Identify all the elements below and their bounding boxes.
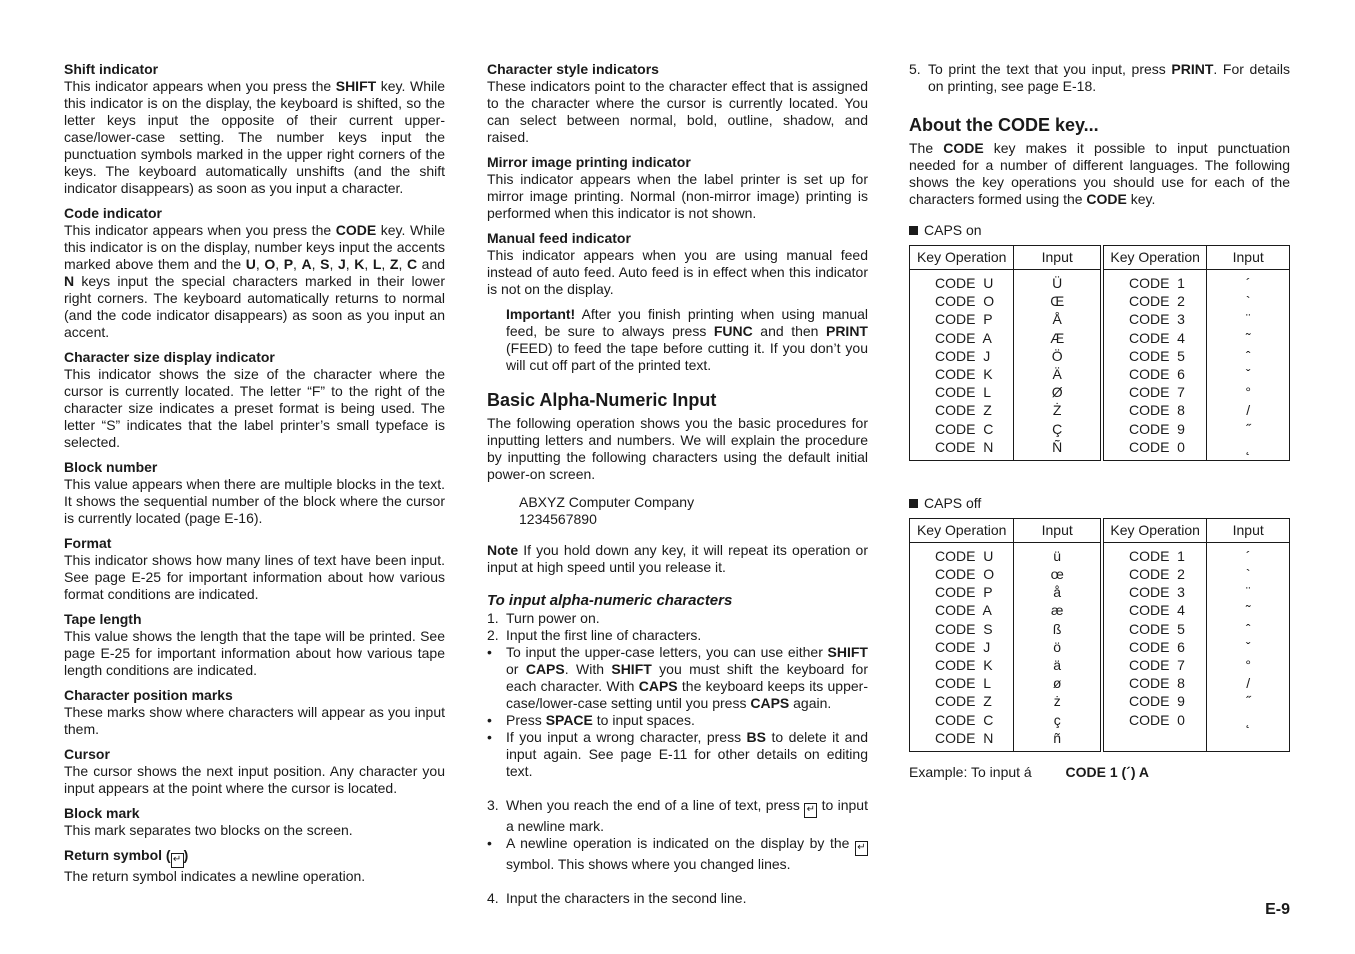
indicator-section [64,805,445,839]
input-char: ˛ [1245,438,1251,455]
caps-on-label: CAPS on [909,222,1290,239]
example-line [909,764,1290,781]
input-char: ä [1053,657,1062,673]
input-char: ö [1053,638,1062,655]
input-char: ż [1053,693,1061,710]
key-operation: CODE 1 [1128,275,1185,291]
basic-input-heading: Basic Alpha-Numeric Input [487,390,717,410]
input-char: ˝ [1245,693,1251,710]
key-operation: CODE Z [935,402,992,419]
key-operation: CODE 4 [1128,329,1185,346]
example-line-2: 1234567890 [519,511,597,527]
key-operation: CODE 1 [1128,547,1185,564]
caps-off-table [909,518,1290,752]
input-char: ´ [1245,547,1251,564]
input-char: ´ [1245,275,1251,291]
input-char: ˜ [1245,602,1251,619]
list-item [487,797,868,835]
list-marker: 5. [909,61,921,77]
code-table [909,245,1290,461]
list-marker: 3. [487,797,499,813]
key-operation: CODE U [935,275,994,291]
key-operation: CODE 3 [1128,584,1185,601]
section-text: This indicator appears when you press the SHIFT key. While this indicator is on the display, the keyboard is shifted, so the letter keys input the opposite of their current upper-case/lower-case setting. The number keys input the punctuation symbols marked in the upper right corners of the keys. The keyboard automatically unshifts (and the shift indicator disappears) as soon as you input a character. [64,78,445,196]
caps-off-label: CAPS off [909,495,1290,512]
list-marker: 4. [487,890,499,906]
list-text: Turn power on. [506,610,600,626]
code-key-text: The CODE key makes it possible to input punctuation needed for a number of different languages. The following shows the key operations you should use for each of the characters formed using the CODE key. [909,140,1290,207]
example-line-1: ABXYZ Computer Company [519,494,695,510]
section-heading: Block mark [64,805,140,821]
basic-input-text: The following operation shows you the basic procedures for inputting letters and numbers. We will explain the procedure by inputting the following characters using the default initial power-on screen. [487,415,868,482]
input-char: / [1246,675,1251,692]
input-char: ˛ [1245,711,1251,728]
input-char: ç [1053,711,1061,728]
key-operation: CODE 8 [1128,675,1185,692]
list-item [487,835,868,873]
list-text: To input the upper-case letters, you can use either SHIFT or CAPS. With SHIFT you must shift the keyboard for each character. With CAPS the keyboard keeps its upper-case/lower-case setting until you press CAPS again. [506,644,868,711]
list-text: A newline operation is indicated on the display by the ↵ symbol. This shows where you changed lines. [506,835,868,873]
key-operation: CODE S [935,620,993,637]
key-operation: CODE 2 [1128,566,1185,583]
input-char: ø [1052,675,1062,692]
code-table [909,518,1290,752]
table-header: Input [1207,518,1290,542]
input-char: Ö [1051,347,1063,364]
key-operation: CODE A [935,602,992,619]
indicator-section [64,205,445,341]
section-heading: Tape length [64,611,142,627]
indicator-section [487,154,868,222]
indicator-section [64,847,445,885]
key-operation: CODE K [935,365,993,382]
table-header: Key Operation [910,246,1014,270]
example-keys: CODE 1 (´) A [1065,763,1149,780]
key-operation: CODE Z [935,693,992,710]
section-text: This indicator shows the size of the character where the cursor is currently located. The letter “F” to the right of the character size indicates a preset format is being used. The letter “S” indicates that the label printer’s small typeface is selected. [64,366,445,450]
list-marker: • [487,644,492,660]
key-operation: CODE J [935,638,991,655]
table-header: Key Operation [1102,518,1207,542]
table-header: Input [1014,246,1102,270]
table-header: Key Operation [1102,246,1207,270]
key-operation: CODE O [935,293,995,310]
key-operation: CODE N [935,729,994,746]
list-text: Press SPACE to input spaces. [506,712,695,728]
section-text: The return symbol indicates a newline operation. [64,868,366,884]
key-operation: CODE A [935,329,992,346]
input-char: / [1246,402,1251,419]
table-header: Input [1014,518,1102,542]
section-text: These marks show where characters will appear as you input them. [64,704,445,737]
key-operation: CODE C [935,420,994,437]
table-header: Key Operation [910,518,1014,542]
list-marker: • [487,729,492,745]
section-text: This indicator appears when the label printer is set up for mirror image printing. Normal (non-mirror image) printing is performed when this indicator is not shown. [487,171,868,221]
section-heading: Character position marks [64,687,233,703]
indicator-section [64,61,445,197]
input-char: ° [1245,384,1251,401]
key-operation: CODE 2 [1128,293,1185,310]
input-char: Æ [1050,329,1065,346]
key-operation: CODE 7 [1128,657,1185,673]
indicator-section [64,535,445,603]
key-operation: CODE 8 [1128,402,1185,419]
indicator-section [64,349,445,451]
section-text: This indicator shows how many lines of text have been input. See page E-25 for important information about how various format conditions are indicated. [64,552,445,602]
section-heading: Mirror image printing indicator [487,154,691,170]
input-char: ` [1245,293,1251,310]
example-label: Example: To input á [909,763,1032,780]
section-text: This value appears when there are multiple blocks in the text. It shows the sequential number of the block where the cursor is currently located (page E-16). [64,476,445,526]
key-operation: CODE N [935,438,994,455]
input-char: Ø [1051,384,1063,401]
key-operation: CODE 3 [1128,311,1185,328]
list-marker: • [487,712,492,728]
section-text: This indicator appears when you press the CODE key. While this indicator is on the display, number keys input the accents marked above them and the U, O, P, A, S, J, K, L, Z, C and N keys input the special characters marked in their lower right corners. The keyboard automatically returns to normal (and the code indicator disappears) as soon as you input an accent. [64,222,446,340]
list-item [487,729,868,780]
key-operation: CODE 7 [1128,384,1185,401]
key-operation: CODE 6 [1128,638,1185,655]
list-item [487,610,868,627]
key-operation: CODE L [935,675,992,692]
note-text: Note If you hold down any key, it will repeat its operation or input at high speed until you release it. [487,542,868,575]
key-operation: CODE C [935,711,994,728]
input-char: ˇ [1245,365,1251,382]
steps-list [487,610,868,907]
input-char: æ [1050,602,1064,619]
input-char: Ä [1052,365,1062,382]
square-bullet-icon [909,499,918,508]
input-char: ˜ [1245,329,1251,346]
section-text: The cursor shows the next input position. Any character you input appears at the point where the cursor is located. [64,763,445,796]
key-operation: CODE 5 [1128,347,1185,364]
page-number: E-9 [1265,901,1290,918]
key-operation: CODE 0 [1128,438,1185,455]
input-char: ü [1053,547,1062,564]
list-text: If you input a wrong character, press BS to delete it and input again. See page E-11 for other details on editing text. [506,729,868,779]
key-operation: CODE J [935,347,991,364]
square-bullet-icon [909,226,918,235]
input-char: Ñ [1052,438,1063,455]
key-operation: CODE 0 [1128,711,1185,728]
section-heading: Character size display indicator [64,349,275,365]
key-operation: CODE K [935,657,993,673]
section-text: This indicator appears when you are using manual feed instead of auto feed. Auto feed is in effect when this indicator is not on the display. [487,247,868,297]
input-char: Œ [1050,293,1065,310]
list-item [487,627,868,644]
input-char: Ü [1052,275,1063,291]
section-heading: Return symbol ( ↵ ) [64,847,445,868]
right-column [909,61,1290,781]
example-text [487,494,868,528]
indicator-section [64,611,445,679]
indicator-section [487,61,868,146]
list-item [487,644,868,712]
input-char: ß [1052,620,1062,637]
key-operation: CODE 9 [1128,420,1185,437]
list-text: When you reach the end of a line of text, press ↵ to input a newline mark. [506,797,868,834]
important-note: Important! After you finish printing when using manual feed, be sure to always press FUNC and then PRINT (FEED) to feed the tape before cutting it. If you don’t you will cut off part of the printed text. [506,306,868,373]
input-char: œ [1050,566,1064,583]
input-char: Ç [1052,420,1063,437]
section-heading: Block number [64,459,158,475]
input-char: ¨ [1245,584,1251,601]
list-marker: • [487,835,492,851]
list-text: Input the characters in the second line. [506,890,747,906]
input-char: ˝ [1245,420,1251,437]
input-char: ˆ [1245,347,1251,364]
table-header: Input [1207,246,1290,270]
input-char: ° [1245,657,1251,673]
input-subheading: To input alpha-numeric characters [487,592,733,609]
list-marker: 1. [487,610,499,626]
left-column [64,61,445,893]
caps-on-table [909,245,1290,461]
input-char: ˇ [1245,638,1251,655]
section-heading: Shift indicator [64,61,159,77]
return-key-icon: ↵ [804,803,817,818]
indicator-section [64,687,445,738]
list-marker: 2. [487,627,499,643]
indicator-section [487,230,868,298]
section-heading: Cursor [64,746,110,762]
key-operation: CODE U [935,547,994,564]
indicator-section [64,459,445,527]
input-char: å [1053,584,1062,601]
key-operation: CODE O [935,566,995,583]
input-char: ñ [1053,729,1062,746]
list-item [487,712,868,729]
return-key-icon: ↵ [855,841,868,856]
section-heading: Manual feed indicator [487,230,631,246]
middle-column [487,61,868,907]
key-operation: CODE P [935,311,993,328]
key-operation: CODE 6 [1128,365,1185,382]
section-heading: Format [64,535,112,551]
key-operation: CODE 4 [1128,602,1185,619]
indicator-section [64,746,445,797]
return-key-icon: ↵ [171,853,184,868]
section-text: This value shows the length that the tape will be printed. See page E-25 for important information about how various tape length conditions are indicated. [64,628,445,678]
list-text: Input the first line of characters. [506,627,702,643]
key-operation: CODE 5 [1128,620,1185,637]
key-operation: CODE 9 [1128,693,1185,710]
list-text: To print the text that you input, press PRINT. For details on printing, see page E-18. [928,61,1291,94]
input-char: Ż [1052,402,1062,419]
section-heading: Character style indicators [487,61,659,77]
input-char: ¨ [1245,311,1251,328]
section-text: This mark separates two blocks on the screen. [64,822,353,838]
input-char: ˆ [1245,620,1251,637]
section-heading: Code indicator [64,205,163,221]
key-operation: CODE L [935,384,992,401]
section-text: These indicators point to the character effect that is assigned to the character where the cursor is currently located. You can select between normal, bold, outline, shadow, and raised. [487,78,868,145]
list-item [487,890,868,907]
step-5 [909,61,1290,95]
input-char: Å [1052,311,1062,328]
code-key-heading: About the CODE key... [909,115,1099,135]
key-operation: CODE P [935,584,993,601]
input-char: ` [1245,566,1251,583]
